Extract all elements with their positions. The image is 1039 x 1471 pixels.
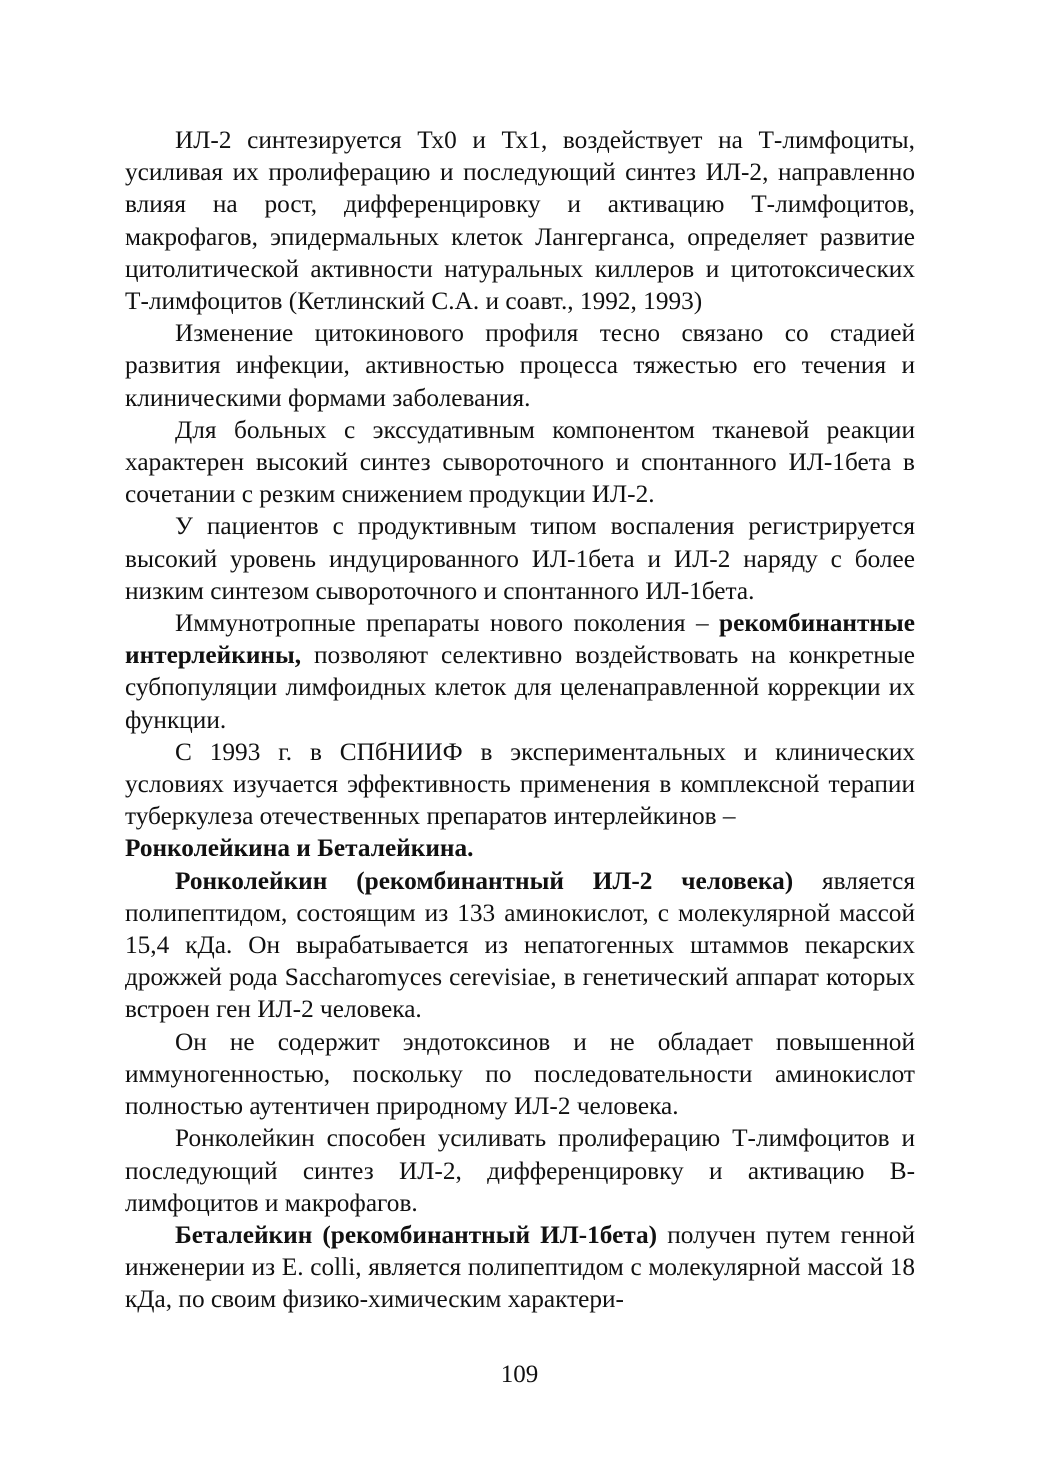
page-number: 109 [500,1361,539,1388]
bold-term: Ронколейкин (рекомбинантный ИЛ-2 человека) [175,866,794,895]
paragraph-endotoxins [125,1026,915,1123]
paragraph-roncoleukin-effects [125,1122,915,1219]
paragraph-il2-synthesis [125,124,915,317]
paragraph-immunotropic-drugs [125,607,915,736]
paragraph-drug-names [125,832,915,864]
bold-term: рекомбинантные интерлейкины, [125,609,915,670]
paragraph-rest-text: позволяют селективно воздействовать на конкретные субпопуляции лимфоидных клеток для целенаправленной коррекции их функции. [125,641,915,734]
paragraph-spbniif-studies [125,736,915,833]
paragraph-betaleukin [125,1219,915,1316]
paragraph-rest-text: получен путем генной инженерии из E. colli, является полипептидом с молекулярной массой 18 кДа, по своим физико-химическим характери- [125,1220,915,1314]
paragraph-cytokine-profile [125,317,915,414]
paragraph-text: Изменение цитокинового профиля тесно связано со стадией развития инфекции, активностью процесса тяжестью его течения и клиническими формами заболевания. [125,319,915,412]
paragraph-rest-text: является полипептидом, состоящим из 133 аминокислот, с молекулярной массой 15,4 кДа. Он вырабатывается из непатогенных штаммов пекарских дрожжей рода Saccharomyces cerevisiae, в генетический аппарат которых встроен ген ИЛ-2 человека. [125,866,916,1024]
paragraph-text: Он не содержит эндотоксинов и не обладает повышенной иммуногенностью, поскольку по последовательности аминокислот полностью аутентичен природному ИЛ-2 человека. [125,1027,915,1121]
paragraph-roncoleukin [125,865,915,1026]
paragraph-productive-patients [125,510,915,607]
body-text [125,124,915,1316]
bold-term: Беталейкин (рекомбинантный ИЛ-1бета) [175,1220,658,1249]
paragraph-text: У пациентов с продуктивным типом воспаления регистрируется высокий уровень индуцированного ИЛ-1бета и ИЛ-2 наряду с более низким синтезом сывороточного и спонтанного ИЛ-1бета. [125,512,915,605]
bold-term: Ронколейкина и Беталейкина. [125,834,474,863]
paragraph-lead-text: Иммунотропные препараты нового поколения – [175,609,720,638]
paragraph-text: Для больных с экссудативным компонентом тканевой реакции характерен высокий синтез сывороточного и спонтанного ИЛ-1бета в сочетании с резким снижением продукции ИЛ-2. [125,415,915,509]
paragraph-text: ИЛ-2 синтезируется Тх0 и Тх1, воздействует на Т-лимфоциты, усиливая их пролиферацию и последующий синтез ИЛ-2, направленно влияя на рост, дифференцировку и активацию Т-лимфоцитов, макрофагов, эпидермальных клеток Лангерганса, определяет развитие цитолитической активности натуральных киллеров и цитотоксических Т-лимфоцитов (Кетлинский С.А. и соавт., 1992, 1993) [125,126,915,316]
paragraph-text: Ронколейкин способен усиливать пролиферацию Т-лимфоцитов и последующий синтез ИЛ-2, дифференцировку и активацию В-лимфоцитов и макрофагов. [125,1124,915,1217]
paragraph-text: С 1993 г. в СПбНИИФ в экспериментальных и клинических условиях изучается эффективность применения в комплексной терапии туберкулеза отечественных препаратов интерлейкинов – [125,737,915,831]
paragraph-exudative-patients [125,414,915,511]
